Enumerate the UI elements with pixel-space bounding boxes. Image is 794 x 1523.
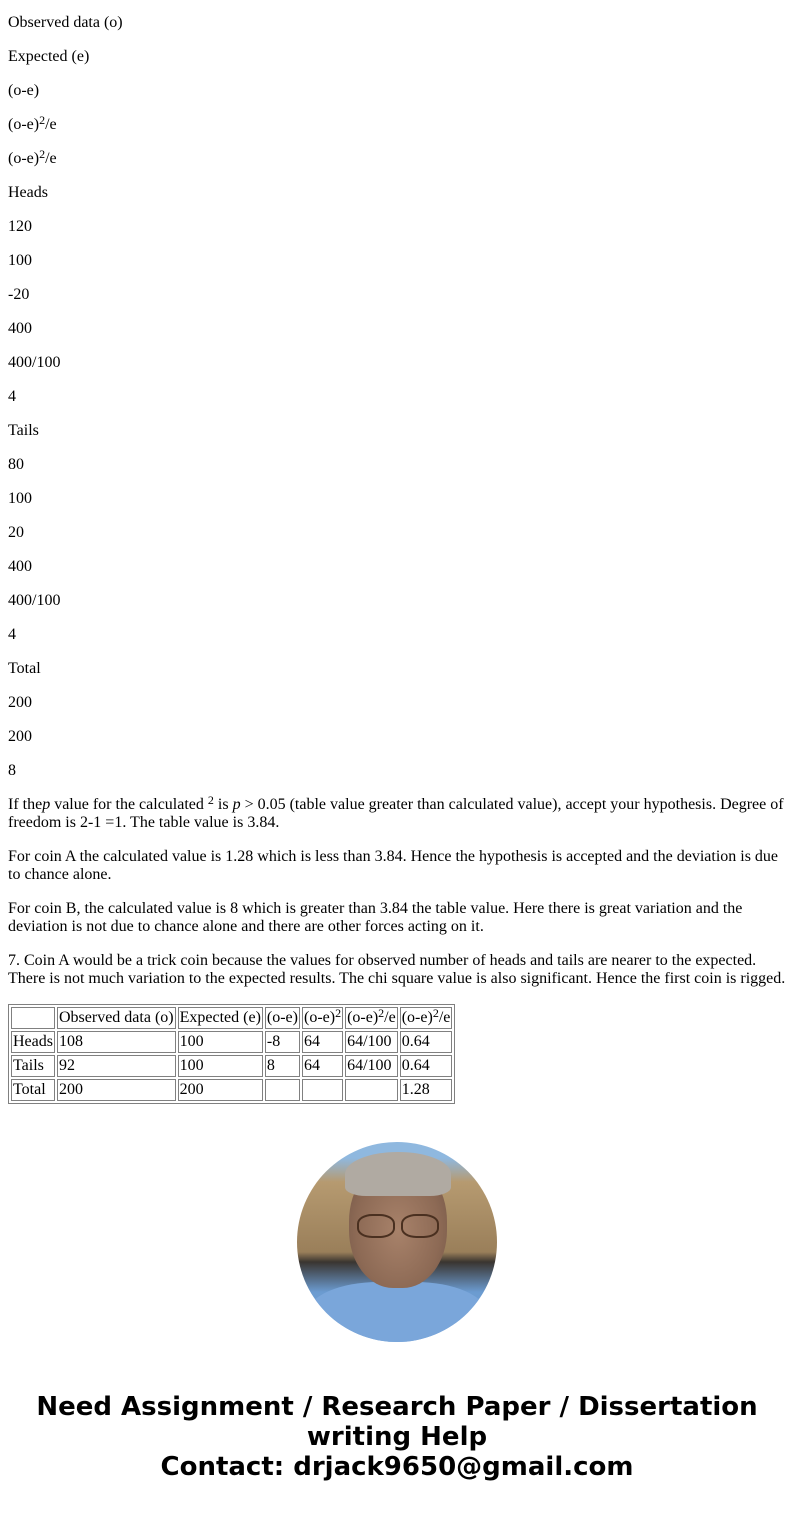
table-cell: 8 xyxy=(265,1055,300,1077)
formula-base: (o-e) xyxy=(303,1009,336,1026)
value-item: 400 xyxy=(8,558,32,575)
table-cell: Total xyxy=(11,1079,55,1101)
header-cell: (o-e) xyxy=(265,1007,300,1029)
value-item: 400/100 xyxy=(8,592,61,609)
photo-shirt xyxy=(307,1282,487,1342)
table-row xyxy=(11,1031,452,1053)
table-cell: 200 xyxy=(178,1079,263,1101)
header-cell: Expected (e) xyxy=(178,1007,263,1029)
table-cell: 100 xyxy=(178,1055,263,1077)
table-row xyxy=(11,1079,452,1101)
value-item: 400 xyxy=(8,320,32,337)
formula-base: (o-e) xyxy=(8,116,40,133)
table-cell xyxy=(345,1079,398,1101)
formula-tail: /e xyxy=(45,150,57,167)
table-cell: 64 xyxy=(302,1055,343,1077)
header-cell xyxy=(11,1007,55,1029)
header-cell xyxy=(302,1007,343,1029)
table-cell: Heads xyxy=(11,1031,55,1053)
value-item: Total xyxy=(8,660,41,677)
table-header-row xyxy=(11,1007,452,1029)
formula-sup: 2 xyxy=(432,1006,439,1020)
value-item: 200 xyxy=(8,728,32,745)
formula-sup: 2 xyxy=(39,113,46,127)
help-banner xyxy=(8,1392,786,1482)
value-item: 400/100 xyxy=(8,354,61,371)
paragraph-p-value xyxy=(8,793,786,832)
banner-headline: Need Assignment / Research Paper / Dissertation writing Help xyxy=(36,1392,758,1452)
table-cell: 1.28 xyxy=(400,1079,453,1101)
formula-base: (o-e) xyxy=(401,1009,433,1026)
label-o-minus-e: (o-e) xyxy=(8,82,40,99)
formula-tail: /e xyxy=(384,1009,396,1026)
value-item: 20 xyxy=(8,524,24,541)
banner-contact: Contact: drjack9650@gmail.com xyxy=(160,1452,634,1482)
formula-sup: 2 xyxy=(335,1006,342,1020)
formula-sup: 2 xyxy=(378,1006,385,1020)
formula-tail: /e xyxy=(438,1009,451,1026)
table-cell: 64 xyxy=(302,1031,343,1053)
photo-glasses xyxy=(357,1214,439,1238)
value-item: Heads xyxy=(8,184,48,201)
text-run: > 0.05 (table value greater than calculated value), accept your hypothesis. Degree of freedom is 2-1 =1. The table value is 3.84. xyxy=(8,796,784,831)
table-cell xyxy=(265,1079,300,1101)
text-run: is xyxy=(213,796,233,813)
value-item: 4 xyxy=(8,388,16,405)
table-cell: 200 xyxy=(57,1079,176,1101)
header-cell xyxy=(345,1007,398,1029)
photo-hair xyxy=(345,1152,451,1196)
table-cell: 64/100 xyxy=(345,1055,398,1077)
table-cell: 108 xyxy=(57,1031,176,1053)
table-cell xyxy=(302,1079,343,1101)
header-cell: Observed data (o) xyxy=(57,1007,176,1029)
header-cell xyxy=(400,1007,453,1029)
table-cell: Tails xyxy=(11,1055,55,1077)
table-cell: 0.64 xyxy=(400,1055,453,1077)
table-cell: 64/100 xyxy=(345,1031,398,1053)
value-item: 4 xyxy=(8,626,16,643)
italic-p: p xyxy=(232,796,241,813)
paragraph-coin-b: For coin B, the calculated value is 8 which is greater than 3.84 the table value. Here there is great variation and the deviation is not due to chance alone and there are other forces acting on it. xyxy=(8,900,743,935)
table-row xyxy=(11,1055,452,1077)
value-item: 100 xyxy=(8,252,32,269)
formula-tail: /e xyxy=(45,116,57,133)
document-body xyxy=(0,14,794,1482)
chi-square-table xyxy=(8,1004,455,1104)
value-item: 100 xyxy=(8,490,32,507)
value-item: Tails xyxy=(8,422,39,439)
table-cell: 0.64 xyxy=(400,1031,453,1053)
label-chi-term-1 xyxy=(8,113,786,134)
value-item: 8 xyxy=(8,762,16,779)
paragraph-coin-a: For coin A the calculated value is 1.28 which is less than 3.84. Hence the hypothesis is accepted and the deviation is due to chance alone. xyxy=(8,848,779,883)
formula-base: (o-e) xyxy=(8,150,40,167)
superscript: 2 xyxy=(207,793,214,807)
value-item: -20 xyxy=(8,286,30,303)
value-item: 200 xyxy=(8,694,32,711)
table-cell: 92 xyxy=(57,1055,176,1077)
formula-base: (o-e) xyxy=(347,1009,379,1026)
italic-p: p xyxy=(42,796,51,813)
photo-container xyxy=(8,1142,786,1342)
paragraph-conclusion: 7. Coin A would be a trick coin because the values for observed number of heads and tails are nearer to the expected. There is not much variation to the expected results. The chi square value is also significant. Hence the first coin is rigged. xyxy=(8,952,786,987)
table-cell: -8 xyxy=(265,1031,300,1053)
author-photo xyxy=(297,1142,497,1342)
label-expected: Expected (e) xyxy=(8,48,90,65)
label-chi-term-2 xyxy=(8,147,786,168)
value-item: 80 xyxy=(8,456,24,473)
table-cell: 100 xyxy=(178,1031,263,1053)
label-observed: Observed data (o) xyxy=(8,14,123,31)
formula-sup: 2 xyxy=(39,147,46,161)
text-run: If the xyxy=(8,796,43,813)
value-item: 120 xyxy=(8,218,32,235)
text-run: value for the calculated xyxy=(50,796,208,813)
